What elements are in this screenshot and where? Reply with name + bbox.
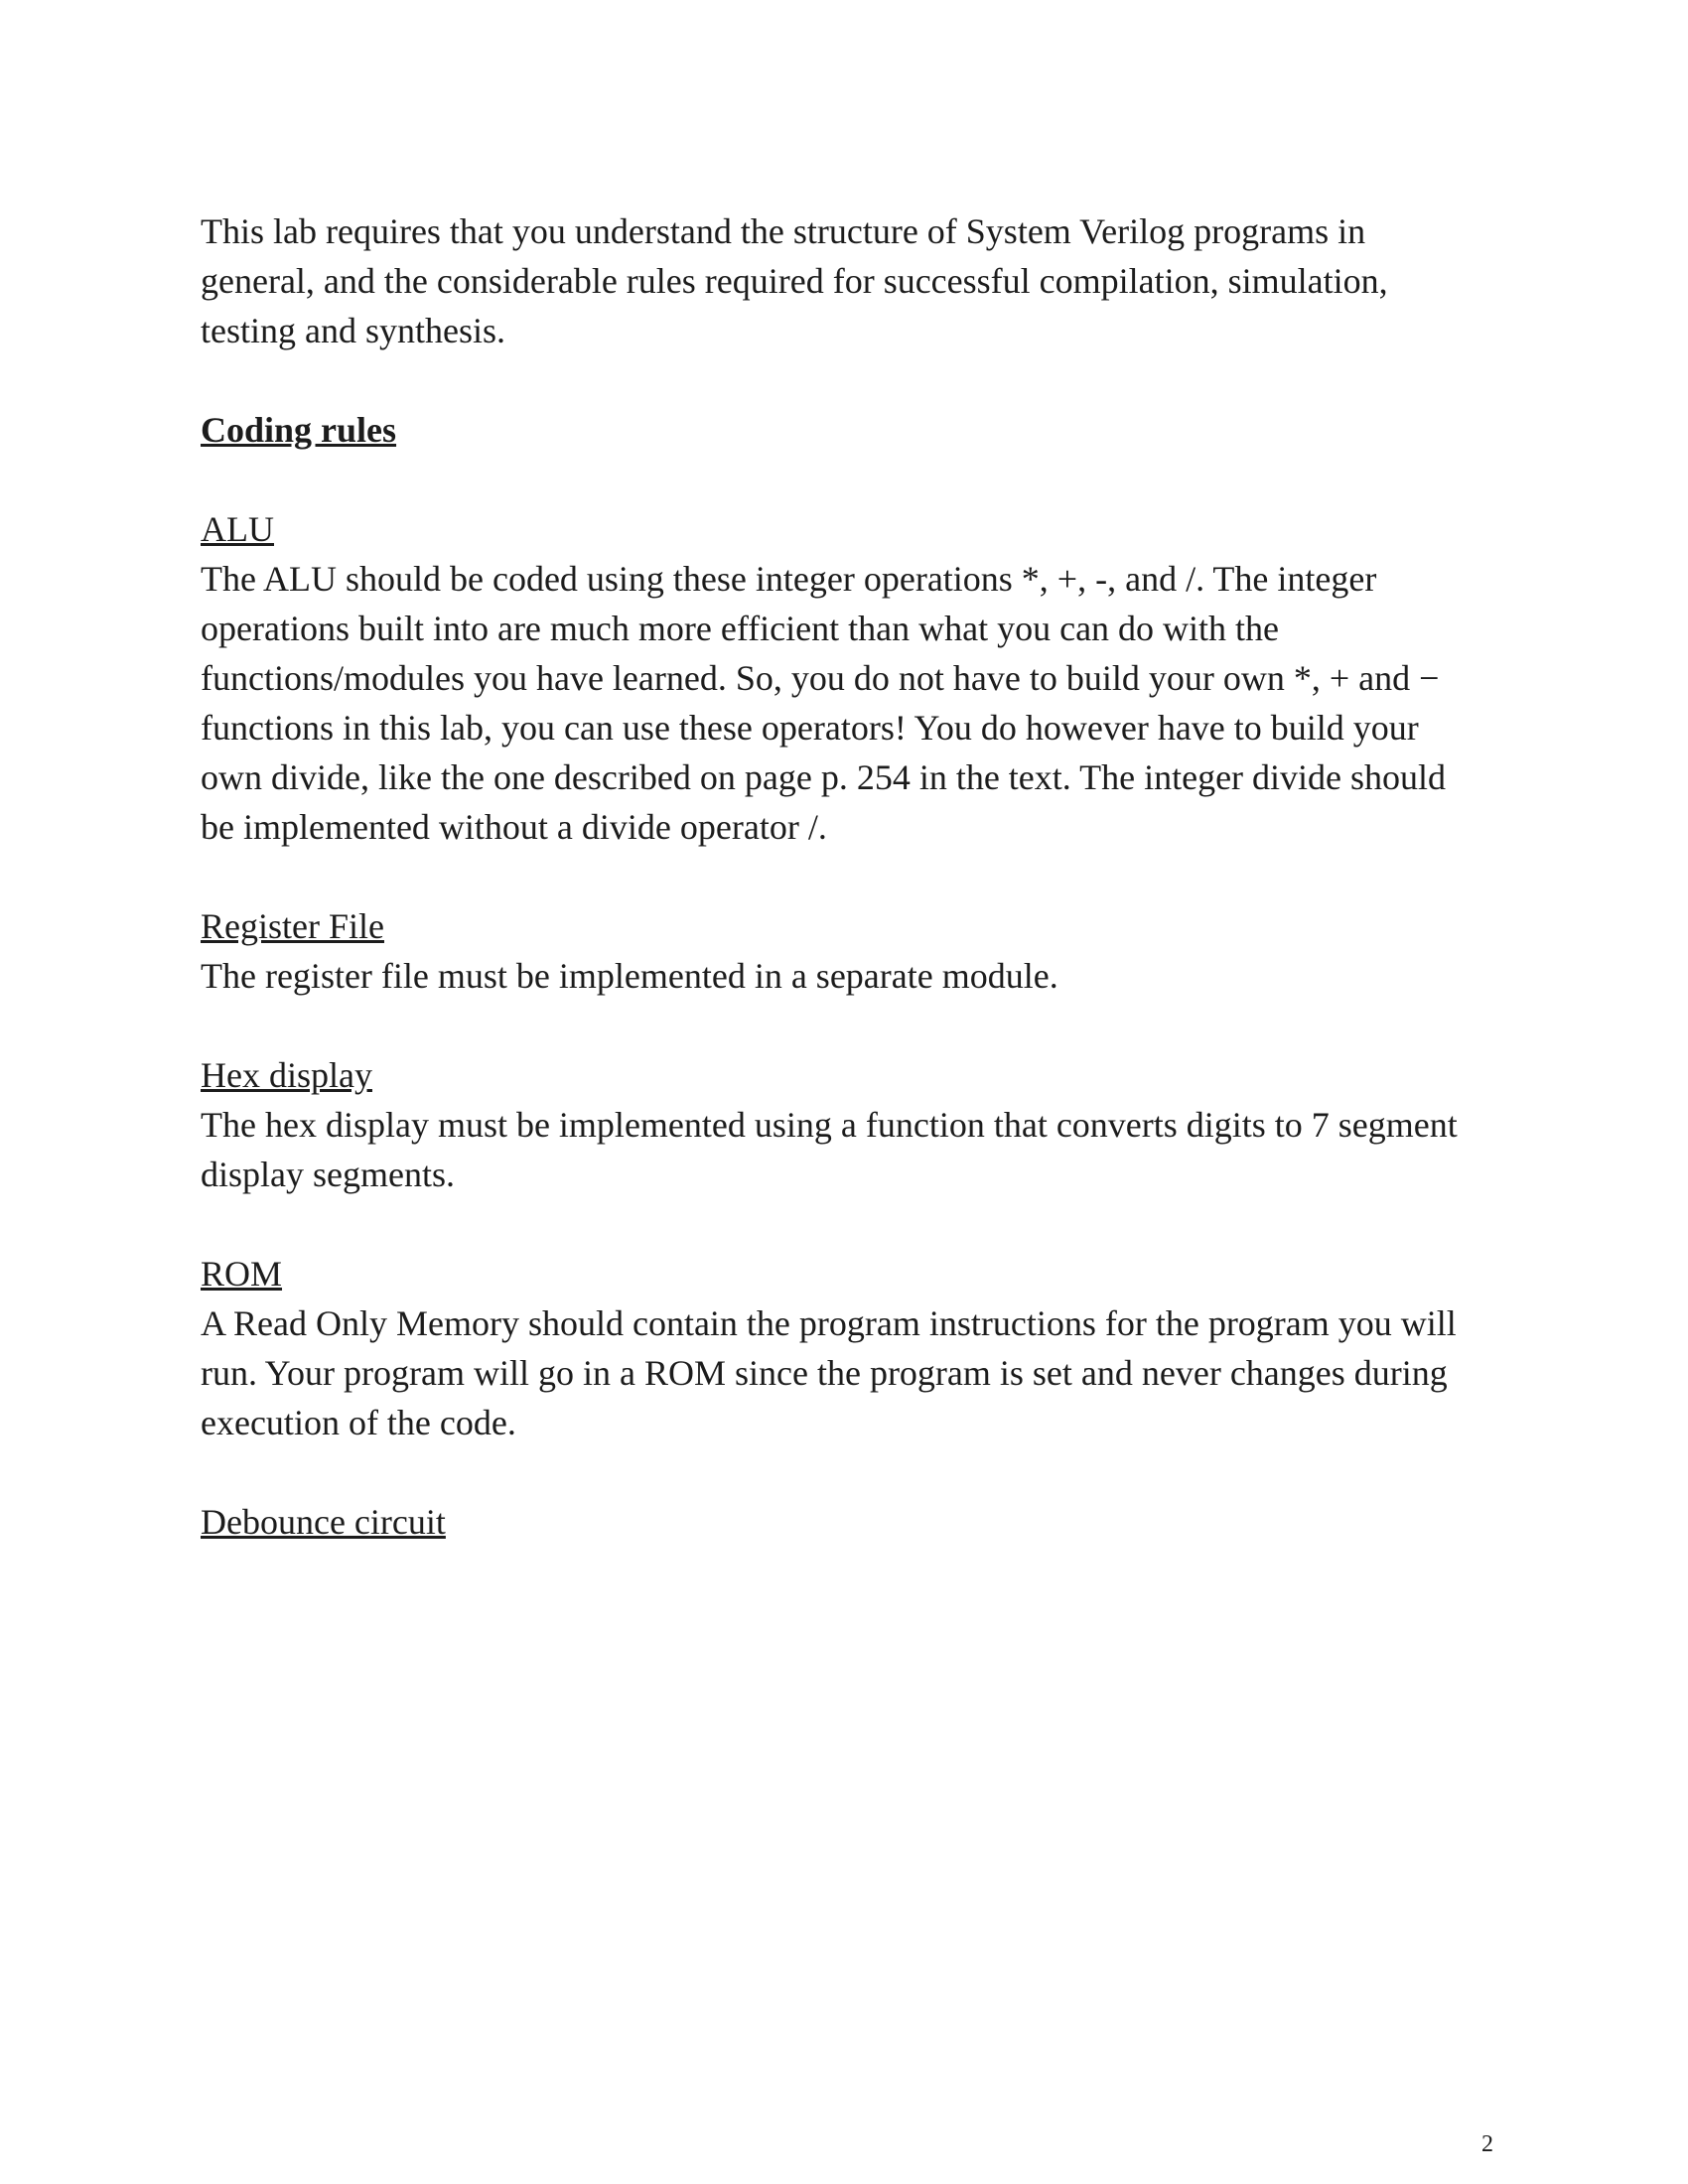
section-title-hex-display: Hex display	[201, 1055, 372, 1095]
section-body-rom: A Read Only Memory should contain the program instructions for the program you will run. Your program will go in a ROM since the program is set and never changes during execution of the code.	[201, 1303, 1457, 1442]
coding-rules-heading: Coding rules	[201, 410, 397, 450]
page-number: 2	[1481, 2131, 1493, 2157]
section-rom	[201, 1249, 1481, 1447]
section-title-rom: ROM	[201, 1254, 283, 1294]
section-body-hex-display: The hex display must be implemented using a function that converts digits to 7 segment display segments.	[201, 1105, 1458, 1194]
section-body-register-file: The register file must be implemented in a separate module.	[201, 956, 1058, 996]
section-title-alu: ALU	[201, 509, 274, 549]
section-alu	[201, 504, 1481, 852]
section-register-file	[201, 901, 1481, 1001]
section-body-alu: The ALU should be coded using these integer operations *, +, -, and /. The integer operations built into are much more efficient than what you can do with the functions/modules you have learned. So, you do not have to build your own *, + and − functions in this lab, you can use these operators! You do however have to build your own divide, like the one described on page p. 254 in the text. The integer divide should be implemented without a divide operator /.	[201, 559, 1447, 847]
section-hex-display	[201, 1050, 1481, 1199]
document-content	[201, 206, 1481, 1547]
section-debounce-circuit	[201, 1497, 1481, 1547]
section-title-register-file: Register File	[201, 906, 384, 946]
intro-paragraph: This lab requires that you understand the structure of System Verilog programs in general, and the considerable rules required for successful compilation, simulation, testing and synthesis.	[201, 211, 1388, 350]
section-title-debounce-circuit: Debounce circuit	[201, 1502, 446, 1542]
